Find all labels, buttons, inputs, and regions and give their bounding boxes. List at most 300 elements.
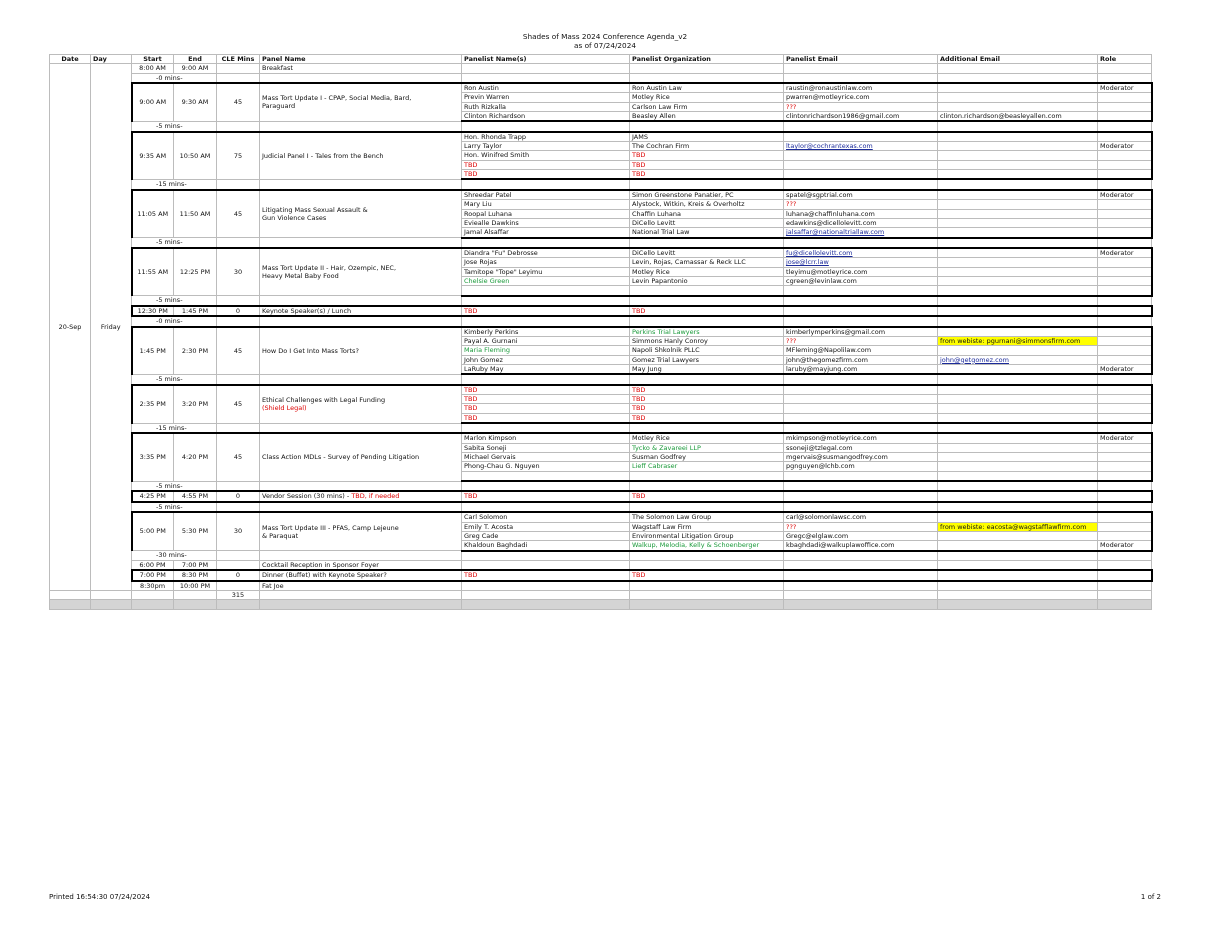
- table-cell: -15 mins-: [132, 423, 217, 433]
- table-cell: [1098, 531, 1152, 540]
- table-cell: Gregc@elglaw.com: [784, 531, 938, 540]
- table-cell: Lieff Cabraser: [630, 462, 784, 471]
- table-cell: ???: [784, 102, 938, 111]
- session-8-panel: [260, 512, 462, 550]
- text-fragment: Mass Tort Update II - Hair, Ozempic, NEC,: [262, 263, 397, 272]
- table-cell: [630, 481, 784, 491]
- table-cell: [217, 316, 260, 326]
- session-7-row: [50, 433, 1152, 443]
- table-cell: [1098, 64, 1152, 73]
- gap-row: [50, 179, 1152, 189]
- table-cell: [1098, 316, 1152, 326]
- table-cell: [1098, 385, 1152, 395]
- table-cell: [217, 238, 260, 248]
- dinner-row: [50, 570, 1152, 580]
- table-cell: Khaldoun Baghdadi: [462, 541, 630, 551]
- table-cell: Napoli Shkolnik PLLC: [630, 346, 784, 355]
- table-cell: Simmons Hanly Conroy: [630, 336, 784, 345]
- table-cell: [1098, 132, 1152, 142]
- table-cell: [938, 413, 1098, 423]
- table-cell: [1098, 179, 1152, 189]
- table-cell: [260, 374, 462, 384]
- email-link[interactable]: john@getgomez.com: [938, 355, 1098, 364]
- table-cell: 75: [217, 132, 260, 180]
- email-link[interactable]: fu@dicellolevitt.com: [784, 248, 938, 258]
- table-cell: [260, 296, 462, 306]
- table-cell: [462, 423, 630, 433]
- session-3-panel: [260, 190, 462, 238]
- table-cell: Emily T. Acosta: [462, 522, 630, 531]
- table-cell: Keynote Speaker(s) / Lunch: [260, 306, 462, 316]
- table-cell: JAMS: [630, 132, 784, 142]
- table-cell: Jamal Alsaffar: [462, 228, 630, 238]
- table-cell: [1098, 228, 1152, 238]
- table-cell: [938, 443, 1098, 452]
- keynote-row: [50, 306, 1152, 316]
- table-cell: [1098, 327, 1152, 337]
- table-cell: [938, 481, 1098, 491]
- table-cell: Michael Gervais: [462, 453, 630, 462]
- table-cell: 45: [217, 190, 260, 238]
- text-fragment: Mass Tort Update III - PFAS, Camp Lejeune: [262, 523, 399, 532]
- session-2-panel: Judicial Panel I - Tales from the Bench: [260, 132, 462, 180]
- table-cell: [1098, 423, 1152, 433]
- table-cell: tleyimu@motleyrice.com: [784, 267, 938, 276]
- session-3-row: [50, 190, 1152, 200]
- table-cell: Simon Greenstone Panatier, PC: [630, 190, 784, 200]
- table-cell: [1098, 481, 1152, 491]
- header-email: Panelist Email: [784, 55, 938, 64]
- table-cell: [217, 502, 260, 512]
- table-cell: National Trial Law: [630, 228, 784, 238]
- table-cell: [260, 551, 462, 561]
- table-cell: -5 mins-: [132, 238, 217, 248]
- gap-row: [50, 481, 1152, 491]
- table-cell: 8:30 PM: [174, 570, 217, 580]
- table-cell: carl@solomonlawsc.com: [784, 512, 938, 522]
- date-cell: 20-Sep: [50, 64, 91, 591]
- table-cell: Jose Rojas: [462, 258, 630, 267]
- table-cell: [938, 64, 1098, 73]
- text-fragment: Paraguard: [262, 102, 296, 111]
- table-cell: [1098, 374, 1152, 384]
- table-cell: [260, 590, 462, 599]
- table-cell: TBD: [630, 491, 784, 501]
- table-cell: [938, 327, 1098, 337]
- table-cell: [260, 600, 462, 609]
- table-cell: [938, 286, 1098, 296]
- table-cell: [1098, 267, 1152, 276]
- table-cell: Moderator: [1098, 365, 1152, 375]
- table-cell: [630, 590, 784, 599]
- text-fragment: Heavy Metal Baby Food: [262, 271, 339, 280]
- table-cell: [784, 151, 938, 160]
- table-cell: [462, 502, 630, 512]
- table-cell: [784, 395, 938, 404]
- table-cell: [217, 73, 260, 83]
- table-cell: [938, 462, 1098, 471]
- table-cell: [1098, 258, 1152, 267]
- table-cell: from webiste: eacosta@wagstafflawfirm.com: [938, 522, 1098, 531]
- table-cell: [630, 560, 784, 570]
- session-8-row: [50, 512, 1152, 522]
- table-cell: -5 mins-: [132, 502, 217, 512]
- table-cell: [462, 73, 630, 83]
- table-cell: [784, 491, 938, 501]
- table-cell: TBD: [462, 170, 630, 180]
- table-cell: Sabita Soneji: [462, 443, 630, 452]
- table-cell: john@thegomezfirm.com: [784, 355, 938, 364]
- table-cell: 45: [217, 433, 260, 481]
- table-cell: [938, 258, 1098, 267]
- gap-row: [50, 551, 1152, 561]
- table-cell: [630, 581, 784, 591]
- table-cell: [1098, 276, 1152, 285]
- table-cell: [938, 142, 1098, 151]
- table-cell: spatel@sgptrial.com: [784, 190, 938, 200]
- table-cell: [462, 64, 630, 73]
- table-cell: [1098, 112, 1152, 122]
- table-cell: Roopal Luhana: [462, 209, 630, 218]
- table-cell: [938, 160, 1098, 169]
- table-cell: [1098, 102, 1152, 111]
- table-cell: [938, 316, 1098, 326]
- table-cell: [784, 121, 938, 131]
- table-cell: [784, 471, 938, 481]
- table-cell: Levin, Rojas, Camassar & Reck LLC: [630, 258, 784, 267]
- table-cell: 11:50 AM: [174, 190, 217, 238]
- table-cell: [938, 570, 1098, 580]
- table-cell: 4:25 PM: [132, 491, 174, 501]
- table-cell: Carlson Law Firm: [630, 102, 784, 111]
- table-cell: [1098, 306, 1152, 316]
- cocktail-row: [50, 560, 1152, 570]
- table-cell: kbaghdadi@walkuplawoffice.com: [784, 541, 938, 551]
- table-cell: Chaffin Luhana: [630, 209, 784, 218]
- table-cell: Clinton Richardson: [462, 112, 630, 122]
- table-cell: Diandra "Fu" Debrosse: [462, 248, 630, 258]
- table-cell: Tamitope "Tope" Leyimu: [462, 267, 630, 276]
- header-row: [50, 55, 1152, 64]
- table-cell: raustin@ronaustinlaw.com: [784, 83, 938, 93]
- table-cell: laruby@mayjung.com: [784, 365, 938, 375]
- table-cell: [784, 600, 938, 609]
- table-cell: 3:35 PM: [132, 433, 174, 481]
- table-cell: Moderator: [1098, 541, 1152, 551]
- table-cell: [1098, 218, 1152, 227]
- table-cell: [938, 385, 1098, 395]
- table-cell: MFleming@Napolilaw.com: [784, 346, 938, 355]
- table-cell: May Jung: [630, 365, 784, 375]
- table-cell: 2:30 PM: [174, 327, 217, 375]
- session-4-panel: [260, 248, 462, 296]
- table-cell: Motley Rice: [630, 433, 784, 443]
- text-fragment: Vendor Session (30 mins) -: [262, 492, 352, 501]
- table-cell: 6:00 PM: [132, 560, 174, 570]
- table-cell: Cocktail Reception in Sponsor Foyer: [260, 560, 462, 570]
- vendor-row: [50, 491, 1152, 501]
- table-cell: TBD: [462, 491, 630, 501]
- table-cell: [938, 190, 1098, 200]
- table-cell: TBD: [630, 151, 784, 160]
- table-cell: TBD: [630, 160, 784, 169]
- page-number: 1 of 2: [1140, 893, 1161, 901]
- table-cell: [784, 316, 938, 326]
- table-cell: Ron Austin Law: [630, 83, 784, 93]
- table-cell: [630, 121, 784, 131]
- header-role: Role: [1098, 55, 1152, 64]
- text-fragment: Mass Tort Update I - CPAP, Social Media, Bard,: [262, 94, 412, 103]
- table-cell: Dinner (Buffet) with Keynote Speaker?: [260, 570, 462, 580]
- table-cell: [938, 541, 1098, 551]
- table-cell: The Solomon Law Group: [630, 512, 784, 522]
- table-cell: [1098, 346, 1152, 355]
- table-cell: from webiste: pgurnani@simmonsfirm.com: [938, 336, 1098, 345]
- table-cell: DiCello Levitt: [630, 248, 784, 258]
- table-cell: [260, 73, 462, 83]
- table-cell: cgreen@levinlaw.com: [784, 276, 938, 285]
- table-cell: [217, 423, 260, 433]
- email-link[interactable]: ltaylor@cochrantexas.com: [784, 142, 938, 151]
- table-cell: [784, 590, 938, 599]
- table-cell: [260, 121, 462, 131]
- table-cell: [938, 551, 1098, 561]
- session-2-row: [50, 132, 1152, 142]
- session-1-panel: [260, 83, 462, 121]
- table-cell: DiCello Levitt: [630, 218, 784, 227]
- table-cell: Kimberly Perkins: [462, 327, 630, 337]
- table-cell: [217, 600, 260, 609]
- text-fragment: Gun Violence Cases: [262, 213, 327, 222]
- table-cell: Phong-Chau G. Nguyen: [462, 462, 630, 471]
- table-cell: 9:00 AM: [174, 64, 217, 73]
- session-1-row: [50, 83, 1152, 93]
- table-cell: [462, 374, 630, 384]
- table-cell: 11:05 AM: [132, 190, 174, 238]
- total-cle: 315: [217, 590, 260, 599]
- table-cell: [1098, 502, 1152, 512]
- table-cell: [784, 374, 938, 384]
- table-cell: 4:55 PM: [174, 491, 217, 501]
- table-cell: [938, 267, 1098, 276]
- table-cell: TBD: [630, 306, 784, 316]
- header-cle: CLE Mins: [217, 55, 260, 64]
- table-cell: Alystock, Witkin, Kreis & Overholtz: [630, 200, 784, 209]
- text-fragment: Litigating Mass Sexual Assault &: [262, 205, 368, 214]
- table-cell: [938, 502, 1098, 512]
- table-cell: [462, 471, 630, 481]
- table-cell: [630, 296, 784, 306]
- table-cell: ???: [784, 336, 938, 345]
- table-cell: [938, 365, 1098, 375]
- table-cell: [260, 423, 462, 433]
- table-cell: [938, 395, 1098, 404]
- table-cell: Carl Solomon: [462, 512, 630, 522]
- table-cell: [217, 296, 260, 306]
- table-cell: [630, 502, 784, 512]
- table-cell: [938, 374, 1098, 384]
- table-cell: [784, 481, 938, 491]
- table-cell: pwarren@motleyrice.com: [784, 93, 938, 102]
- table-cell: clinton.richardson@beasleyallen.com: [938, 112, 1098, 122]
- table-cell: [784, 570, 938, 580]
- table-cell: [462, 581, 630, 591]
- table-cell: [938, 276, 1098, 285]
- table-cell: 4:20 PM: [174, 433, 217, 481]
- table-cell: ???: [784, 200, 938, 209]
- table-cell: [630, 179, 784, 189]
- table-cell: 0: [217, 570, 260, 580]
- table-cell: [1098, 151, 1152, 160]
- table-cell: [784, 73, 938, 83]
- header-date: Date: [50, 55, 91, 64]
- session-5-panel: How Do I Get Into Mass Torts?: [260, 327, 462, 375]
- gap-row: [50, 121, 1152, 131]
- table-cell: [1098, 560, 1152, 570]
- table-cell: [260, 179, 462, 189]
- table-cell: [217, 374, 260, 384]
- table-cell: Shreedar Patel: [462, 190, 630, 200]
- header-additional: Additional Email: [938, 55, 1098, 64]
- table-cell: TBD: [630, 170, 784, 180]
- table-cell: [938, 346, 1098, 355]
- table-cell: 9:30 AM: [174, 83, 217, 121]
- table-cell: [784, 502, 938, 512]
- title-line-1: Shades of Mass 2024 Conference Agenda_v2: [522, 32, 688, 41]
- table-cell: [630, 423, 784, 433]
- table-cell: [784, 64, 938, 73]
- table-cell: 30: [217, 512, 260, 550]
- printed-timestamp: Printed 16:54:30 07/24/2024: [49, 893, 151, 901]
- table-cell: Larry Taylor: [462, 142, 630, 151]
- table-cell: TBD: [630, 413, 784, 423]
- table-cell: ???: [784, 522, 938, 531]
- table-cell: 9:00 AM: [132, 83, 174, 121]
- session-5-row: [50, 327, 1152, 337]
- table-cell: Walkup, Melodia, Kelly & Schoenberger: [630, 541, 784, 551]
- table-cell: [630, 238, 784, 248]
- header-end: End: [174, 55, 217, 64]
- table-cell: 5:30 PM: [174, 512, 217, 550]
- table-cell: [938, 83, 1098, 93]
- table-cell: -30 mins-: [132, 551, 217, 561]
- gap-row: [50, 238, 1152, 248]
- table-cell: [938, 132, 1098, 142]
- agenda-table: [49, 54, 1153, 610]
- table-cell: 2:35 PM: [132, 385, 174, 423]
- table-cell: 12:30 PM: [132, 306, 174, 316]
- table-cell: Payal A. Gurnani: [462, 336, 630, 345]
- table-cell: 7:00 PM: [174, 560, 217, 570]
- table-cell: [1098, 286, 1152, 296]
- table-cell: [50, 590, 91, 599]
- table-cell: 12:25 PM: [174, 248, 217, 296]
- table-cell: Fat Joe: [260, 581, 462, 591]
- table-cell: [1098, 471, 1152, 481]
- table-cell: [938, 423, 1098, 433]
- table-cell: [91, 590, 132, 599]
- table-cell: [1098, 522, 1152, 531]
- table-cell: [784, 286, 938, 296]
- table-cell: 1:45 PM: [132, 327, 174, 375]
- email-link[interactable]: jose@lcrr.law: [784, 258, 938, 267]
- table-cell: [938, 453, 1098, 462]
- table-cell: 30: [217, 248, 260, 296]
- table-cell: TBD: [462, 404, 630, 413]
- table-cell: Beasley Allen: [630, 112, 784, 122]
- table-cell: [1098, 73, 1152, 83]
- table-cell: [938, 93, 1098, 102]
- table-cell: LaRuby May: [462, 365, 630, 375]
- table-cell: -0 mins-: [132, 73, 217, 83]
- table-cell: Perkins Trial Lawyers: [630, 327, 784, 337]
- table-cell: Mary Liu: [462, 200, 630, 209]
- table-cell: TBD: [462, 385, 630, 395]
- gap-row: [50, 374, 1152, 384]
- table-cell: [1098, 443, 1152, 452]
- table-cell: TBD: [462, 413, 630, 423]
- table-cell: 8:00 AM: [132, 64, 174, 73]
- table-cell: [938, 433, 1098, 443]
- table-cell: [784, 581, 938, 591]
- table-cell: Susman Godfrey: [630, 453, 784, 462]
- table-cell: Environmental Litigation Group: [630, 531, 784, 540]
- table-cell: [260, 238, 462, 248]
- table-cell: Ron Austin: [462, 83, 630, 93]
- gap-row: [50, 502, 1152, 512]
- table-cell: [1098, 590, 1152, 599]
- session-7-panel: Class Action MDLs - Survey of Pending Litigation: [260, 433, 462, 481]
- table-cell: 11:55 AM: [132, 248, 174, 296]
- table-cell: [217, 179, 260, 189]
- row-breakfast: [50, 64, 1152, 73]
- table-cell: [938, 170, 1098, 180]
- table-cell: [1098, 121, 1152, 131]
- table-cell: Moderator: [1098, 248, 1152, 258]
- table-cell: 10:00 PM: [174, 581, 217, 591]
- table-cell: [938, 600, 1098, 609]
- table-cell: [462, 560, 630, 570]
- table-cell: Maria Fleming: [462, 346, 630, 355]
- table-cell: [630, 73, 784, 83]
- table-cell: pgnguyen@lchb.com: [784, 462, 938, 471]
- table-cell: TBD: [630, 385, 784, 395]
- table-cell: Breakfast: [260, 64, 462, 73]
- table-cell: -5 mins-: [132, 374, 217, 384]
- gap-row: [50, 423, 1152, 433]
- table-cell: [784, 238, 938, 248]
- table-cell: [462, 121, 630, 131]
- table-cell: [938, 238, 1098, 248]
- table-cell: -5 mins-: [132, 481, 217, 491]
- table-cell: 0: [217, 306, 260, 316]
- table-cell: Wagstaff Law Firm: [630, 522, 784, 531]
- header-start: Start: [132, 55, 174, 64]
- email-link[interactable]: jalsaffar@nationaltriallaw.com: [784, 228, 938, 238]
- table-cell: [1098, 209, 1152, 218]
- table-cell: [784, 170, 938, 180]
- table-cell: ssoneji@tzlegal.com: [784, 443, 938, 452]
- table-cell: Marlon Kimpson: [462, 433, 630, 443]
- table-cell: Moderator: [1098, 142, 1152, 151]
- table-cell: TBD: [630, 570, 784, 580]
- day-cell: Friday: [91, 64, 132, 591]
- table-cell: 10:50 AM: [174, 132, 217, 180]
- table-cell: [260, 491, 462, 501]
- table-cell: [784, 179, 938, 189]
- table-cell: [784, 423, 938, 433]
- table-cell: [938, 581, 1098, 591]
